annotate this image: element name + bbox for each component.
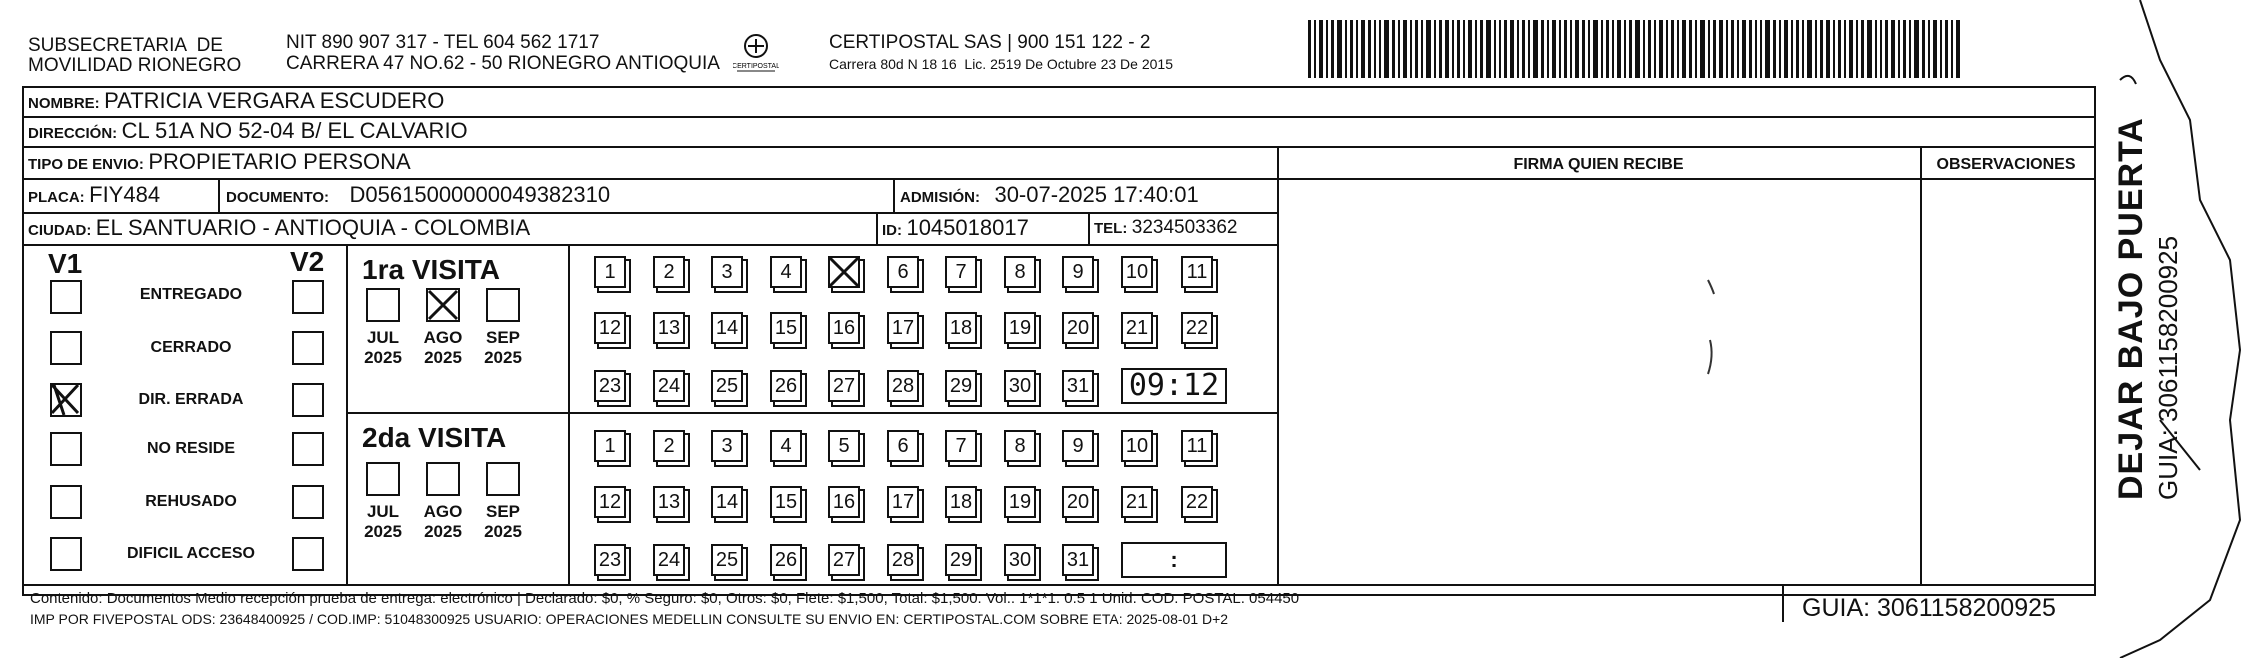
tipo-envio-label: TIPO DE ENVIO: <box>28 156 144 173</box>
first-visit-month-box-jul[interactable] <box>366 288 400 322</box>
barcode-bar <box>1867 20 1872 78</box>
barcode-bar <box>1504 20 1507 78</box>
second-visit-day-28[interactable]: 28 <box>887 544 919 576</box>
barcode-bar <box>1755 20 1757 78</box>
direccion-label: DIRECCIÓN: <box>28 125 118 142</box>
barcode-bar <box>1951 20 1953 78</box>
barcode-bar <box>1559 20 1561 78</box>
id-label: ID: <box>882 222 902 239</box>
nombre-label: NOMBRE: <box>28 95 100 112</box>
barcode-bar <box>1856 20 1858 78</box>
first-visit-day-20[interactable]: 20 <box>1062 312 1094 344</box>
first-visit-day-10[interactable]: 10 <box>1121 256 1153 288</box>
barcode-bar <box>1922 20 1925 78</box>
placa-label: PLACA: <box>28 189 85 206</box>
status-label-cerrado: CERRADO <box>150 339 232 356</box>
second-visit-day-12[interactable]: 12 <box>594 486 626 518</box>
x-mark-icon <box>426 288 460 322</box>
documento-field <box>226 182 610 208</box>
firma-header: FIRMA QUIEN RECIBE <box>1513 156 1684 173</box>
tel-field <box>1094 217 1237 239</box>
barcode-bar <box>1308 20 1311 78</box>
barcode-bar <box>1666 20 1668 78</box>
barcode-bar <box>1784 20 1788 78</box>
second-visit-year-label: 2025 <box>364 522 402 541</box>
barcode-bar <box>1570 20 1572 78</box>
barcode-bar <box>1677 20 1679 78</box>
barcode-bar <box>1654 20 1656 78</box>
barcode-bar <box>1326 20 1328 78</box>
row-divider <box>22 146 2094 148</box>
second-visit-title: 2da VISITA <box>362 422 507 453</box>
barcode-bar <box>1457 20 1460 78</box>
barcode-bar <box>1588 20 1590 78</box>
second-visit-day-5[interactable]: 5 <box>828 430 860 462</box>
row-divider <box>1277 178 2094 180</box>
first-visit-year-label: 2025 <box>424 348 462 367</box>
barcode-bar <box>1903 20 1906 78</box>
first-visit-day-8[interactable]: 8 <box>1004 256 1036 288</box>
placa-value: FIY484 <box>89 182 161 207</box>
first-visit-day-30[interactable]: 30 <box>1004 370 1036 402</box>
barcode-bar <box>1928 20 1930 78</box>
barcode-bar <box>1719 20 1723 78</box>
second-visit-day-1[interactable]: 1 <box>594 430 626 462</box>
barcode-bar <box>1426 20 1431 78</box>
barcode-bar <box>1726 20 1728 78</box>
v2-checkbox-dir-errada[interactable] <box>292 383 324 417</box>
second-visit-month-box-ago[interactable] <box>426 462 460 496</box>
first-visit-day-22[interactable]: 22 <box>1181 312 1213 344</box>
visit-divider <box>346 412 1277 414</box>
barcode-bar <box>1468 20 1472 78</box>
barcode-bar <box>1452 20 1454 78</box>
barcode-bar <box>1820 20 1823 78</box>
barcode <box>1308 20 1968 78</box>
barcode-bar <box>1439 20 1442 78</box>
first-visit-day-12[interactable]: 12 <box>594 312 626 344</box>
barcode-bar <box>1445 20 1449 78</box>
barcode-bar <box>1415 20 1418 78</box>
documento-value: D05615000000049382310 <box>349 182 611 207</box>
second-visit-month-caption <box>417 502 469 542</box>
barcode-bar <box>1700 20 1705 78</box>
barcode-bar <box>1849 20 1853 78</box>
second-visit-day-14[interactable]: 14 <box>711 486 743 518</box>
first-visit-day-13[interactable]: 13 <box>653 312 685 344</box>
barcode-bar <box>1403 20 1407 78</box>
barcode-bar <box>1319 20 1323 78</box>
barcode-bar <box>1815 20 1817 78</box>
first-visit-day-9[interactable]: 9 <box>1062 256 1094 288</box>
v1-checkbox-cerrado[interactable] <box>50 331 82 365</box>
barcode-bar <box>1773 20 1776 78</box>
barcode-bar <box>1914 20 1919 78</box>
first-visit-day-26[interactable]: 26 <box>770 370 802 402</box>
column-divider <box>1920 146 1922 586</box>
first-visit-day-19[interactable]: 19 <box>1004 312 1036 344</box>
nombre-field <box>28 88 444 114</box>
barcode-bar <box>1421 20 1423 78</box>
second-visit-day-31[interactable]: 31 <box>1062 544 1094 576</box>
barcode-bar <box>1612 20 1614 78</box>
second-visit-day-10[interactable]: 10 <box>1121 430 1153 462</box>
second-visit-time-field[interactable]: : <box>1121 542 1227 578</box>
first-visit-day-31[interactable]: 31 <box>1062 370 1094 402</box>
second-visit-day-16[interactable]: 16 <box>828 486 860 518</box>
barcode-bar <box>1807 20 1812 78</box>
first-visit-day-21[interactable]: 21 <box>1121 312 1153 344</box>
second-visit-year-label: 2025 <box>484 522 522 541</box>
second-visit-month-label-sep: SEP <box>485 502 521 521</box>
x-mark-icon <box>48 381 80 415</box>
first-visit-month-caption <box>477 328 529 368</box>
first-visit-day-5[interactable] <box>828 256 860 288</box>
barcode-bar <box>1528 20 1530 78</box>
barcode-bar <box>1547 20 1549 78</box>
barcode-bar <box>1765 20 1770 78</box>
second-visit-day-13[interactable]: 13 <box>653 486 685 518</box>
first-visit-day-6[interactable]: 6 <box>887 256 919 288</box>
barcode-bar <box>1552 20 1556 78</box>
second-visit-day-18[interactable]: 18 <box>945 486 977 518</box>
second-visit-day-15[interactable]: 15 <box>770 486 802 518</box>
barcode-bar <box>1760 20 1762 78</box>
second-visit-year-label: 2025 <box>424 522 462 541</box>
barcode-bar <box>1384 20 1389 78</box>
first-visit-day-14[interactable]: 14 <box>711 312 743 344</box>
torn-edge <box>2100 0 2250 658</box>
nombre-value: PATRICIA VERGARA ESCUDERO <box>104 88 445 113</box>
barcode-bar <box>1898 20 1900 78</box>
second-visit-day-17[interactable]: 17 <box>887 486 919 518</box>
status-label-entregado: ENTREGADO <box>139 286 243 303</box>
second-visit-month-box-jul[interactable] <box>366 462 400 496</box>
status-label-dificil-acceso: DIFICIL ACCESO <box>126 545 255 562</box>
admision-value: 30-07-2025 17:40:01 <box>994 182 1199 207</box>
first-visit-month-label-ago: AGO <box>423 328 463 347</box>
carrier-name: CERTIPOSTAL SAS | 900 151 122 - 2 <box>829 32 1151 53</box>
barcode-bar <box>1434 20 1436 78</box>
v1-checkbox-no-reside[interactable] <box>50 432 82 466</box>
barcode-bar <box>1695 20 1697 78</box>
barcode-bar <box>1564 20 1567 78</box>
barcode-bar <box>1522 20 1525 78</box>
org-address: CARRERA 47 NO.62 - 50 RIONEGRO ANTIOQUIA <box>286 53 720 74</box>
admision-field <box>900 182 1199 208</box>
second-visit-month-box-sep[interactable] <box>486 462 520 496</box>
documento-label: DOCUMENTO: <box>226 189 330 206</box>
barcode-bar <box>1361 20 1365 78</box>
barcode-bar <box>1933 20 1937 78</box>
first-visit-day-24[interactable]: 24 <box>653 370 685 402</box>
first-visit-day-4[interactable]: 4 <box>770 256 802 288</box>
first-visit-day-7[interactable]: 7 <box>945 256 977 288</box>
row-divider <box>22 178 1277 180</box>
first-visit-day-23[interactable]: 23 <box>594 370 626 402</box>
barcode-bar <box>1617 20 1621 78</box>
barcode-bar <box>1844 20 1846 78</box>
second-visit-day-21[interactable]: 21 <box>1121 486 1153 518</box>
second-visit-month-label-jul: JUL <box>366 502 400 521</box>
barcode-bar <box>1582 20 1585 78</box>
x-mark-icon <box>824 252 864 292</box>
barcode-bar <box>1713 20 1716 78</box>
barcode-bar <box>1671 20 1674 78</box>
second-visit-day-20[interactable]: 20 <box>1062 486 1094 518</box>
first-visit-month-label-jul: JUL <box>366 328 400 347</box>
signature-marks <box>1700 260 1740 420</box>
first-visit-month-caption <box>357 328 409 368</box>
tipo-envio-field <box>28 149 411 175</box>
barcode-bar <box>1749 20 1752 78</box>
second-visit-day-30[interactable]: 30 <box>1004 544 1036 576</box>
first-visit-day-11[interactable]: 11 <box>1181 256 1213 288</box>
first-visit-month-box-ago[interactable] <box>426 288 460 322</box>
first-visit-month-label-sep: SEP <box>485 328 521 347</box>
second-visit-day-19[interactable]: 19 <box>1004 486 1036 518</box>
barcode-bar <box>1494 20 1496 78</box>
first-visit-year-label: 2025 <box>364 348 402 367</box>
barcode-bar <box>1861 20 1864 78</box>
v1-header: V1 <box>48 248 83 279</box>
barcode-bar <box>1463 20 1465 78</box>
barcode-bar <box>1875 20 1877 78</box>
second-visit-day-29[interactable]: 29 <box>945 544 977 576</box>
barcode-bar <box>1517 20 1519 78</box>
second-visit-day-7[interactable]: 7 <box>945 430 977 462</box>
barcode-bar <box>1486 20 1491 78</box>
barcode-bar <box>1398 20 1400 78</box>
barcode-bar <box>1601 20 1603 78</box>
v2-checkbox-no-reside[interactable] <box>292 432 324 466</box>
observaciones-header: OBSERVACIONES <box>1936 156 2076 173</box>
v2-header: V2 <box>290 246 325 277</box>
first-visit-day-29[interactable]: 29 <box>945 370 977 402</box>
barcode-bar <box>1940 20 1942 78</box>
tel-label: TEL: <box>1094 220 1128 237</box>
barcode-bar <box>1575 20 1579 78</box>
barcode-bar <box>1956 20 1960 78</box>
second-visit-month-caption <box>357 502 409 542</box>
logo-text: CERTIPOSTAL <box>733 63 779 70</box>
v1-checkbox-rehusado[interactable] <box>50 485 82 519</box>
admision-label: ADMISIÓN: <box>900 189 980 206</box>
second-visit-day-24[interactable]: 24 <box>653 544 685 576</box>
barcode-bar <box>1541 20 1544 78</box>
barcode-bar <box>1345 20 1347 78</box>
barcode-bar <box>1796 20 1799 78</box>
second-visit-day-23[interactable]: 23 <box>594 544 626 576</box>
barcode-bar <box>1624 20 1626 78</box>
dejar-bajo-puerta-text: DEJAR BAJO PUERTA <box>2112 117 2150 500</box>
barcode-bar <box>1880 20 1882 78</box>
barcode-bar <box>1374 20 1376 78</box>
certipostal-logo <box>733 32 779 74</box>
second-visit-day-11[interactable]: 11 <box>1181 430 1213 462</box>
footer-print-info: IMP POR FIVEPOSTAL ODS: 23648400925 / COD.IMP: 51048300925 USUARIO: OPERACIONES MEDELLIN CONSULTE SU ENVIO EN: CERTIPOSTAL.COM SOBRE ETA: 2025-08-01 D+2 <box>30 611 1229 627</box>
barcode-bar <box>1802 20 1804 78</box>
second-visit-month-label-ago: AGO <box>423 502 463 521</box>
second-visit-day-22[interactable]: 22 <box>1181 486 1213 518</box>
barcode-bar <box>1392 20 1395 78</box>
id-value: 1045018017 <box>906 215 1029 240</box>
barcode-bar <box>1350 20 1353 78</box>
barcode-bar <box>1606 20 1609 78</box>
ciudad-field <box>28 215 530 241</box>
direccion-value: CL 51A NO 52-04 B/ EL CALVARIO <box>121 118 468 143</box>
carrier-address: Carrera 80d N 18 16 Lic. 2519 De Octubre 23 De 2015 <box>829 56 1173 72</box>
org-name-line1: SUBSECRETARIA DE <box>28 35 223 56</box>
barcode-bar <box>1659 20 1663 78</box>
v2-checkbox-entregado[interactable] <box>292 280 324 314</box>
row-divider <box>22 244 1277 246</box>
first-visit-day-18[interactable]: 18 <box>945 312 977 344</box>
first-visit-month-caption <box>417 328 469 368</box>
ciudad-value: EL SANTUARIO - ANTIOQUIA - COLOMBIA <box>95 215 531 240</box>
field-divider <box>1088 212 1090 244</box>
barcode-bar <box>1689 20 1692 78</box>
barcode-bar <box>1779 20 1781 78</box>
v1-checkbox-entregado[interactable] <box>50 280 82 314</box>
placa-field <box>28 182 160 208</box>
first-visit-day-16[interactable]: 16 <box>828 312 860 344</box>
second-visit-month-caption <box>477 502 529 542</box>
ciudad-label: CIUDAD: <box>28 222 92 239</box>
status-label-no-reside: NO RESIDE <box>146 440 235 457</box>
barcode-bar <box>1909 20 1911 78</box>
barcode-bar <box>1629 20 1632 78</box>
barcode-bar <box>1826 20 1830 78</box>
barcode-bar <box>1475 20 1477 78</box>
field-divider <box>218 178 220 212</box>
v1-checkbox-dificil-acceso[interactable] <box>50 537 82 571</box>
first-visit-day-27[interactable]: 27 <box>828 370 860 402</box>
footer-guia: GUIA: 3061158200925 <box>1802 594 2056 622</box>
barcode-bar <box>1643 20 1645 78</box>
barcode-bar <box>1635 20 1640 78</box>
footer-guia-divider <box>1782 584 1784 622</box>
barcode-bar <box>1708 20 1710 78</box>
first-visit-day-3[interactable]: 3 <box>711 256 743 288</box>
first-visit-day-15[interactable]: 15 <box>770 312 802 344</box>
first-visit-title: 1ra VISITA <box>362 254 500 285</box>
barcode-bar <box>1314 20 1316 78</box>
first-visit-day-25[interactable]: 25 <box>711 370 743 402</box>
v2-checkbox-rehusado[interactable] <box>292 485 324 519</box>
second-visit-day-3[interactable]: 3 <box>711 430 743 462</box>
barcode-bar <box>1331 20 1334 78</box>
second-visit-day-9[interactable]: 9 <box>1062 430 1094 462</box>
barcode-bar <box>1742 20 1746 78</box>
status-label-dir-errada: DIR. ERRADA <box>138 391 244 408</box>
first-visit-day-17[interactable]: 17 <box>887 312 919 344</box>
v1-checkbox-dir-errada[interactable] <box>50 383 82 417</box>
first-visit-day-1[interactable]: 1 <box>594 256 626 288</box>
barcode-bar <box>1737 20 1739 78</box>
second-visit-day-26[interactable]: 26 <box>770 544 802 576</box>
first-visit-month-box-sep[interactable] <box>486 288 520 322</box>
field-divider <box>876 212 878 244</box>
side-guia-text: GUIA: 3061158200925 <box>2153 235 2183 500</box>
barcode-bar <box>1533 20 1538 78</box>
id-field <box>882 215 1029 241</box>
barcode-bar <box>1682 20 1686 78</box>
barcode-bar <box>1593 20 1598 78</box>
second-visit-day-27[interactable]: 27 <box>828 544 860 576</box>
status-label-rehusado: REHUSADO <box>145 493 237 510</box>
barcode-bar <box>1410 20 1412 78</box>
barcode-bar <box>1480 20 1483 78</box>
barcode-bar <box>1368 20 1371 78</box>
barcode-bar <box>1337 20 1342 78</box>
first-visit-time-field[interactable]: 09:12 <box>1121 368 1227 404</box>
footer-content: Contenido: Documentos Medio recepción prueba de entrega: electrónico | Declarado: $0, % Seguro: $0, Otros: $0, Flete: $1,500, Total: $1,500. Vol.. 1*1*1. 0.5 1 Unid. COD. POSTAL. 054450 <box>30 590 1300 607</box>
barcode-bar <box>1356 20 1358 78</box>
second-visit-day-8[interactable]: 8 <box>1004 430 1036 462</box>
second-visit-day-4[interactable]: 4 <box>770 430 802 462</box>
direccion-field <box>28 118 468 144</box>
v2-checkbox-cerrado[interactable] <box>292 331 324 365</box>
barcode-bar <box>1510 20 1514 78</box>
visit-divider <box>568 244 570 586</box>
column-divider <box>1277 146 1279 586</box>
tipo-envio-value: PROPIETARIO PERSONA <box>148 149 411 174</box>
first-visit-day-28[interactable]: 28 <box>887 370 919 402</box>
barcode-bar <box>1833 20 1835 78</box>
barcode-bar <box>1838 20 1841 78</box>
barcode-bar <box>1379 20 1381 78</box>
barcode-bar <box>1885 20 1888 78</box>
status-divider <box>346 244 348 586</box>
tel-value: 3234503362 <box>1131 217 1238 238</box>
barcode-bar <box>1891 20 1895 78</box>
second-visit-day-2[interactable]: 2 <box>653 430 685 462</box>
second-visit-day-25[interactable]: 25 <box>711 544 743 576</box>
barcode-bar <box>1791 20 1793 78</box>
barcode-bar <box>1648 20 1651 78</box>
barcode-bar <box>1499 20 1501 78</box>
first-visit-year-label: 2025 <box>484 348 522 367</box>
field-divider <box>893 178 895 212</box>
org-nit: NIT 890 907 317 - TEL 604 562 1717 <box>286 32 600 53</box>
second-visit-day-6[interactable]: 6 <box>887 430 919 462</box>
v2-checkbox-dificil-acceso[interactable] <box>292 537 324 571</box>
barcode-bar <box>1731 20 1734 78</box>
org-name-line2: MOVILIDAD RIONEGRO <box>28 55 242 76</box>
first-visit-day-2[interactable]: 2 <box>653 256 685 288</box>
barcode-bar <box>1945 20 1948 78</box>
